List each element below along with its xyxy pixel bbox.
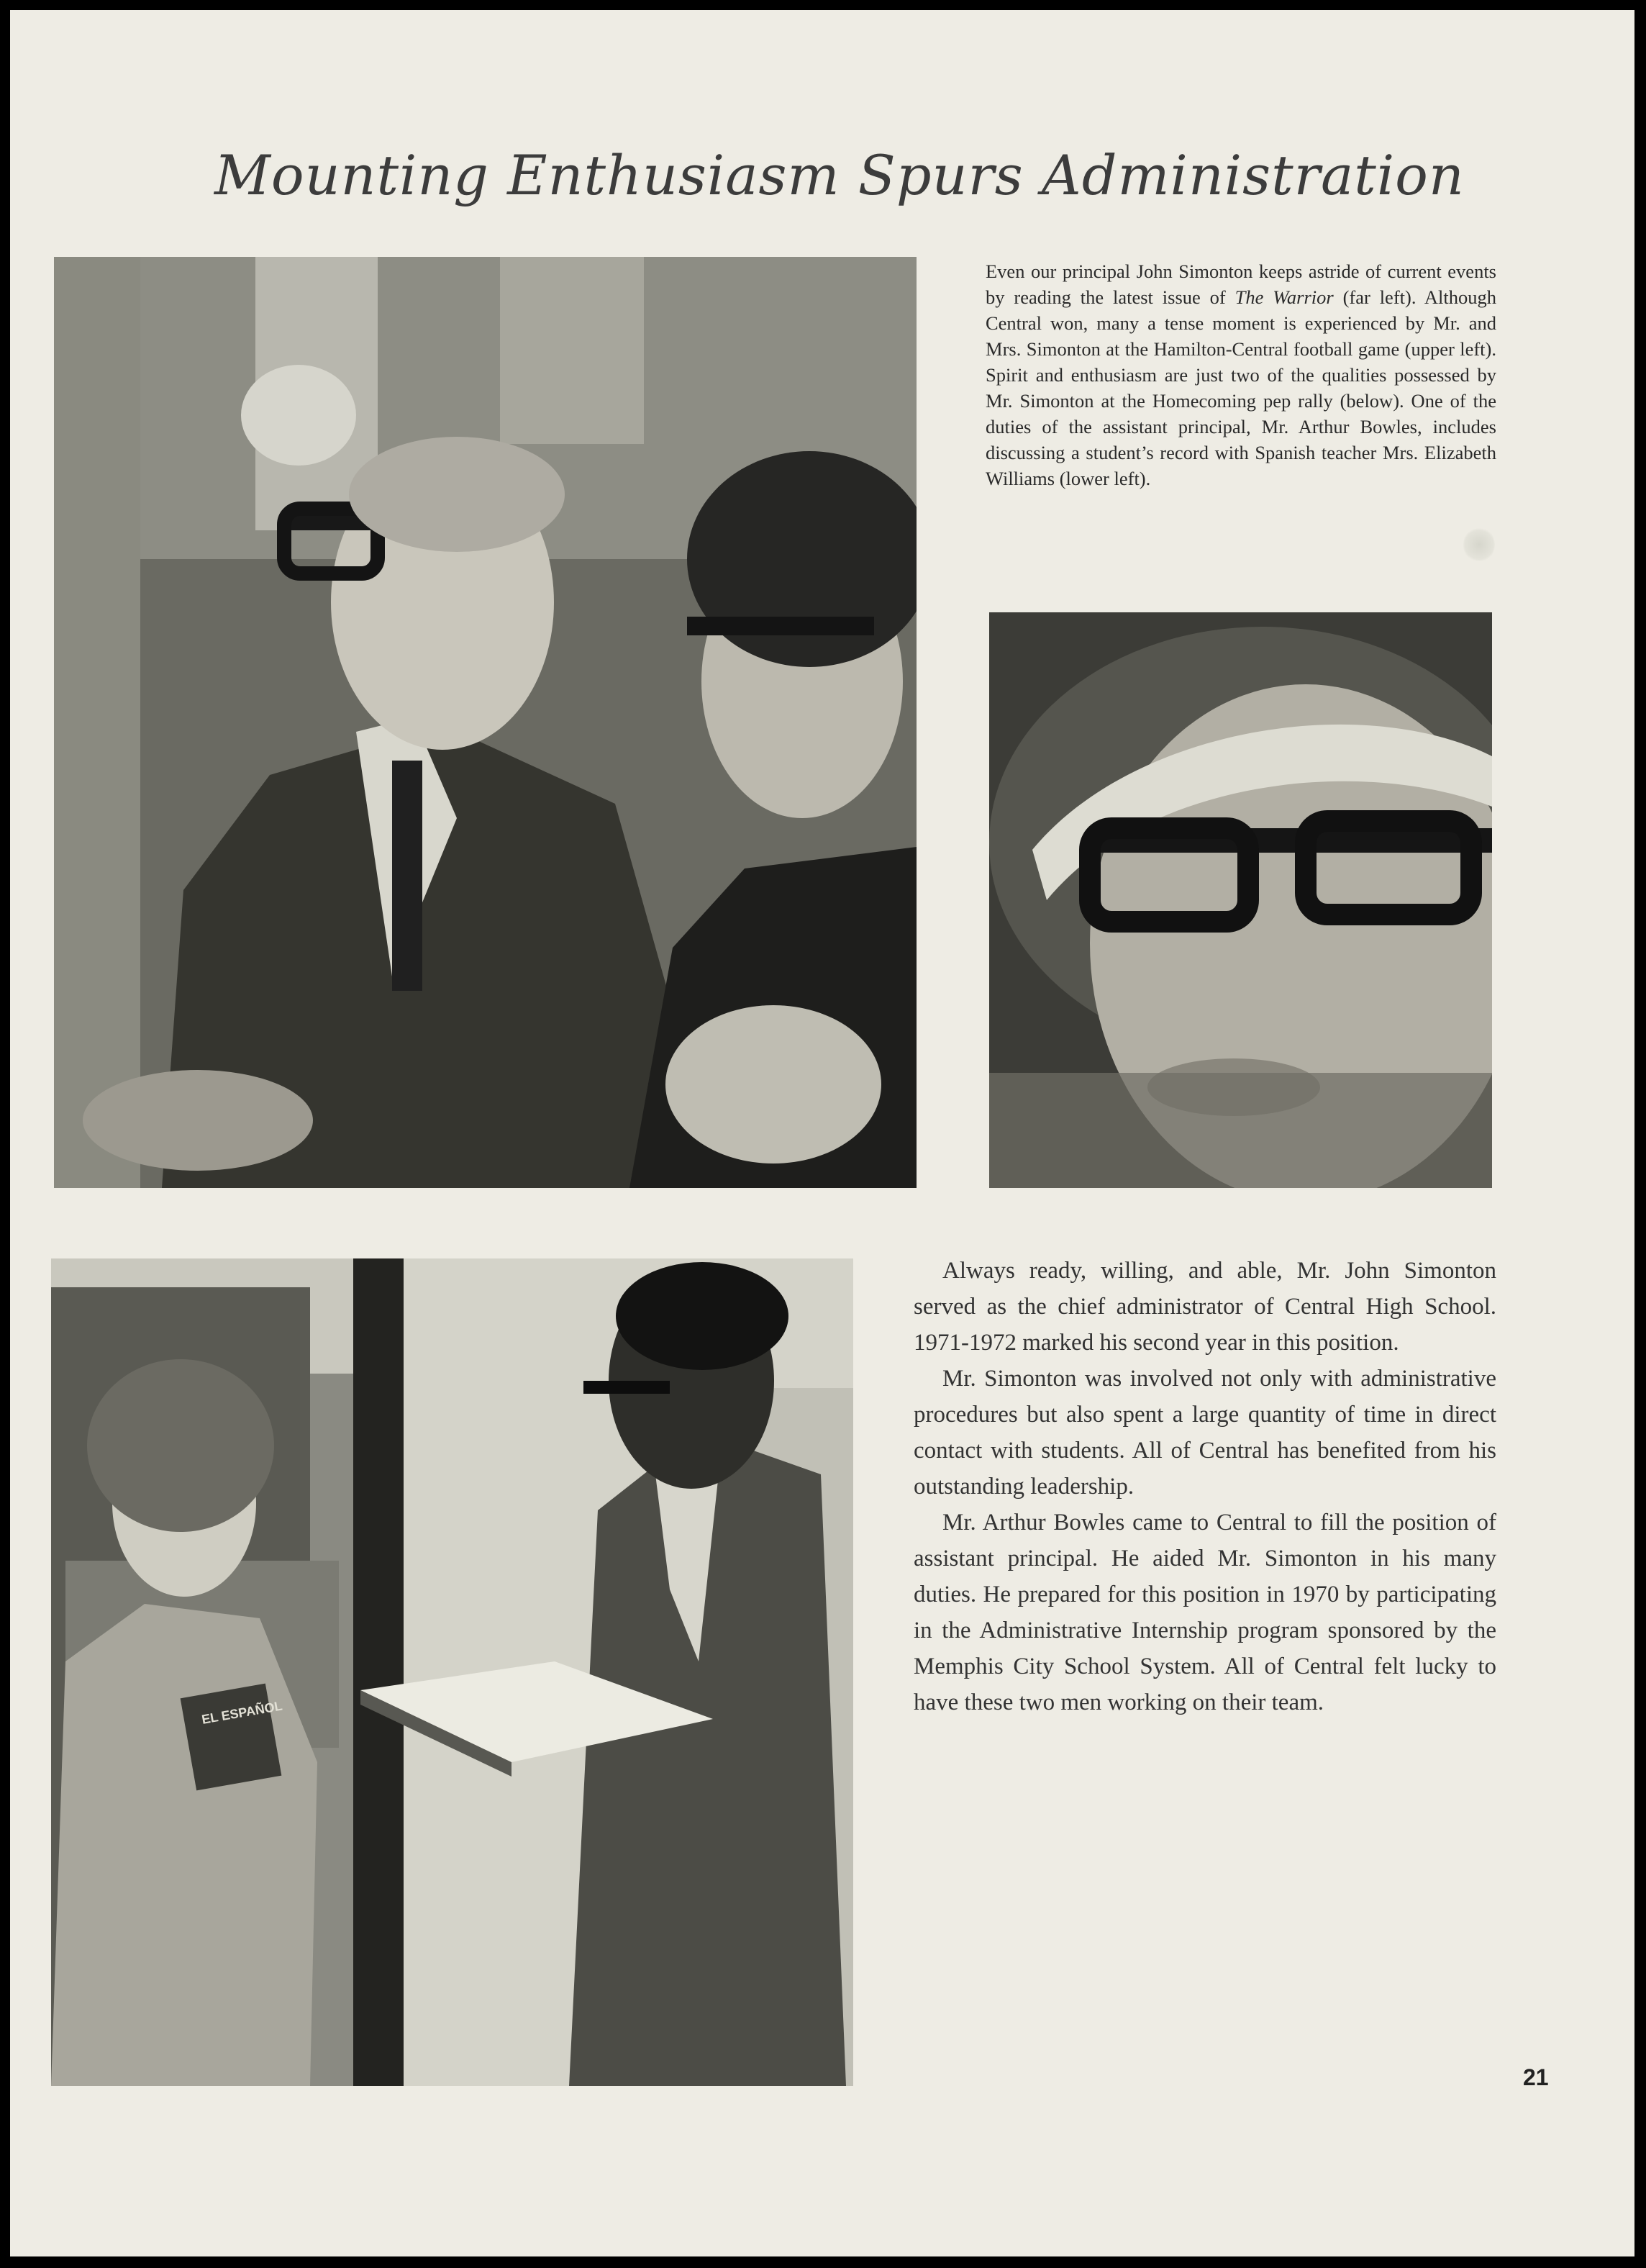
photo-simonton-headband (989, 612, 1492, 1188)
caption-text-2: (far left). Although Central won, many a tense moment is experienced by Mr. and Mrs. Simonton at the Hamilton-Central football game (upper left). Spirit and enthusiasm are just two of the qualities possessed by Mr. Simonton at the Homecoming pep rally (below). One of the duties of the assistant principal, Mr. Arthur Bowles, includes discussing a student’s record with Spanish teacher Mrs. Elizabeth Williams (lower left). (986, 286, 1496, 489)
photo-bowles-and-williams (51, 1258, 853, 2086)
body-paragraph: Always ready, willing, and able, Mr. John Simonton served as the chief administrator of Central High School. 1971-1972 marked his second year in this position. (914, 1258, 1496, 1356)
photo-simontons-at-game (54, 257, 917, 1188)
page-title: Mounting Enthusiasm Spurs Administration (214, 143, 1465, 207)
caption-publication: The Warrior (1234, 286, 1334, 308)
body-paragraph: Mr. Simonton was involved not only with administrative procedures but also spent a large quantity of time in direct contact with students. All of Central has benefited from his outstanding leadership. (914, 1366, 1496, 1500)
body-paragraph: Mr. Arthur Bowles came to Central to fill the position of assistant principal. He aided Mr. Simonton in his many duties. He prepared for this position in 1970 by participating in the Administrative Internship program sponsored by the Memphis City School System. All of Central felt lucky to have these two men working on their team. (914, 1510, 1496, 1715)
yearbook-page (10, 10, 1634, 2256)
book-label: EL ESPAÑOL (200, 1698, 283, 1727)
body-text (914, 1253, 1496, 1720)
photo-caption (986, 258, 1496, 491)
caption-text-1: Even our principal John Simonton keeps astride of current events by reading the latest issue of (986, 260, 1496, 308)
page-smudge (1463, 527, 1495, 563)
page-number: 21 (1523, 2064, 1549, 2090)
